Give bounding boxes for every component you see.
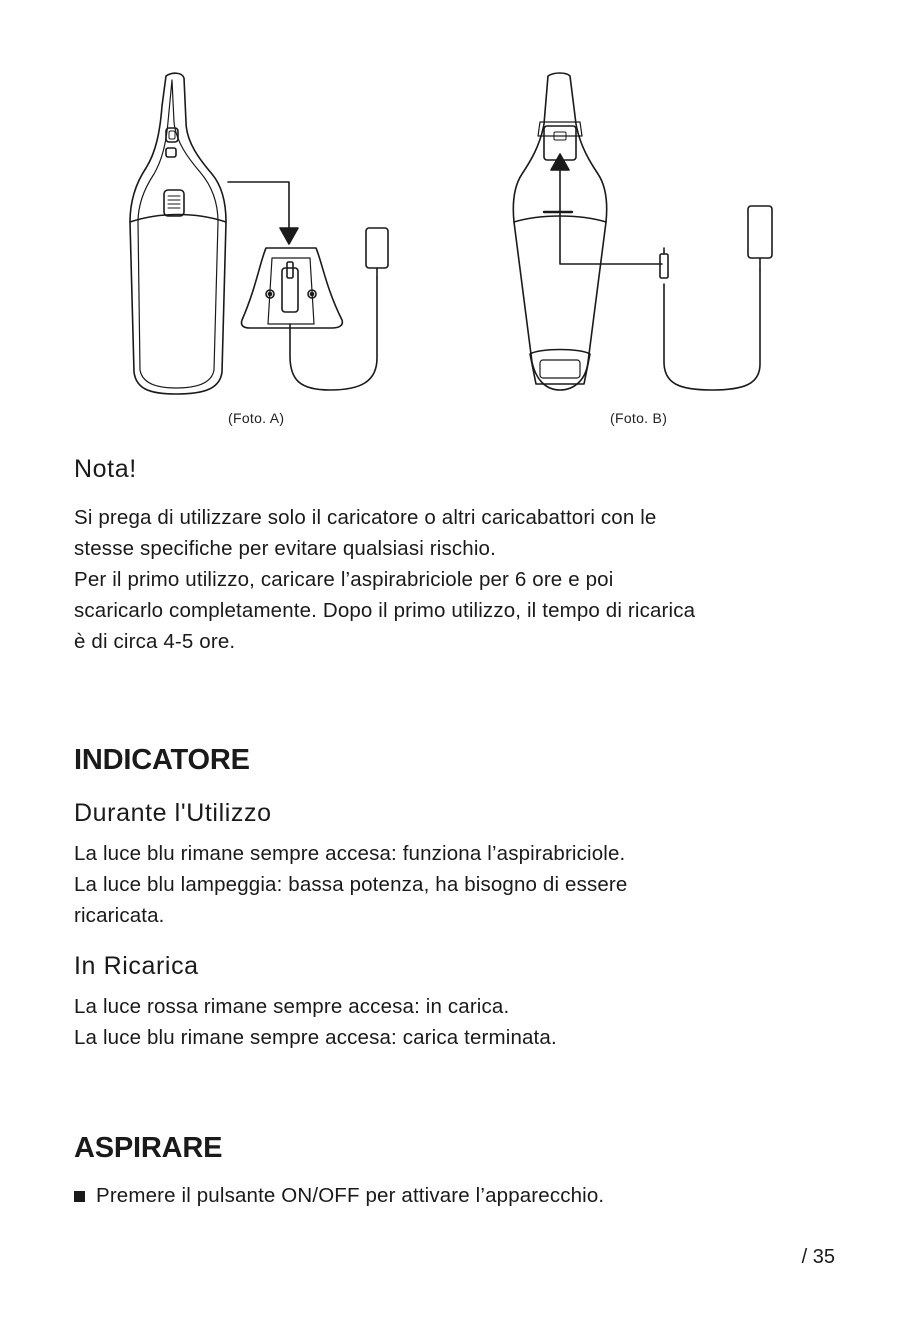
ricarica-line: La luce rossa rimane sempre accesa: in carica. <box>74 995 510 1018</box>
indicatore-title: INDICATORE <box>74 744 250 776</box>
ricarica-title: In Ricarica <box>74 952 199 980</box>
vacuum-front-view <box>130 73 226 394</box>
adapter-a <box>290 228 388 390</box>
nota-section <box>74 452 854 657</box>
nota-line: Si prega di utilizzare solo il caricatore o altri caricabattori con le <box>74 506 657 529</box>
ricarica-line: La luce blu rimane sempre accesa: carica terminata. <box>74 1026 557 1049</box>
bullet-square-icon <box>74 1191 85 1202</box>
caption-photo-a: (Foto. A) <box>228 410 285 426</box>
charging-illustration <box>0 62 916 432</box>
aspirare-bullet-item <box>74 1180 854 1211</box>
page-number: / 35 <box>801 1246 835 1268</box>
adapter-b <box>660 206 772 390</box>
durante-line: ricaricata. <box>74 904 165 927</box>
durante-title: Durante l'Utilizzo <box>74 799 272 827</box>
indicatore-section <box>74 740 854 1053</box>
charging-diagram <box>0 62 916 402</box>
aspirare-bullet-text: Premere il pulsante ON/OFF per attivare l’apparecchio. <box>96 1184 605 1207</box>
charging-base <box>241 248 342 328</box>
durante-line: La luce blu rimane sempre accesa: funziona l’aspirabriciole. <box>74 842 626 865</box>
arrow-a <box>228 182 298 244</box>
nota-line: è di circa 4-5 ore. <box>74 630 236 653</box>
aspirare-title: ASPIRARE <box>74 1132 223 1164</box>
nota-line: stesse specifiche per evitare qualsiasi rischio. <box>74 537 496 560</box>
aspirare-section <box>74 1128 854 1211</box>
durante-line: La luce blu lampeggia: bassa potenza, ha bisogno di essere <box>74 873 628 896</box>
caption-photo-b: (Foto. B) <box>610 410 668 426</box>
nota-line: scaricarlo completamente. Dopo il primo utilizzo, il tempo di ricarica <box>74 599 696 622</box>
nota-title: Nota! <box>74 455 137 483</box>
nota-line: Per il primo utilizzo, caricare l’aspirabriciole per 6 ore e poi <box>74 568 614 591</box>
